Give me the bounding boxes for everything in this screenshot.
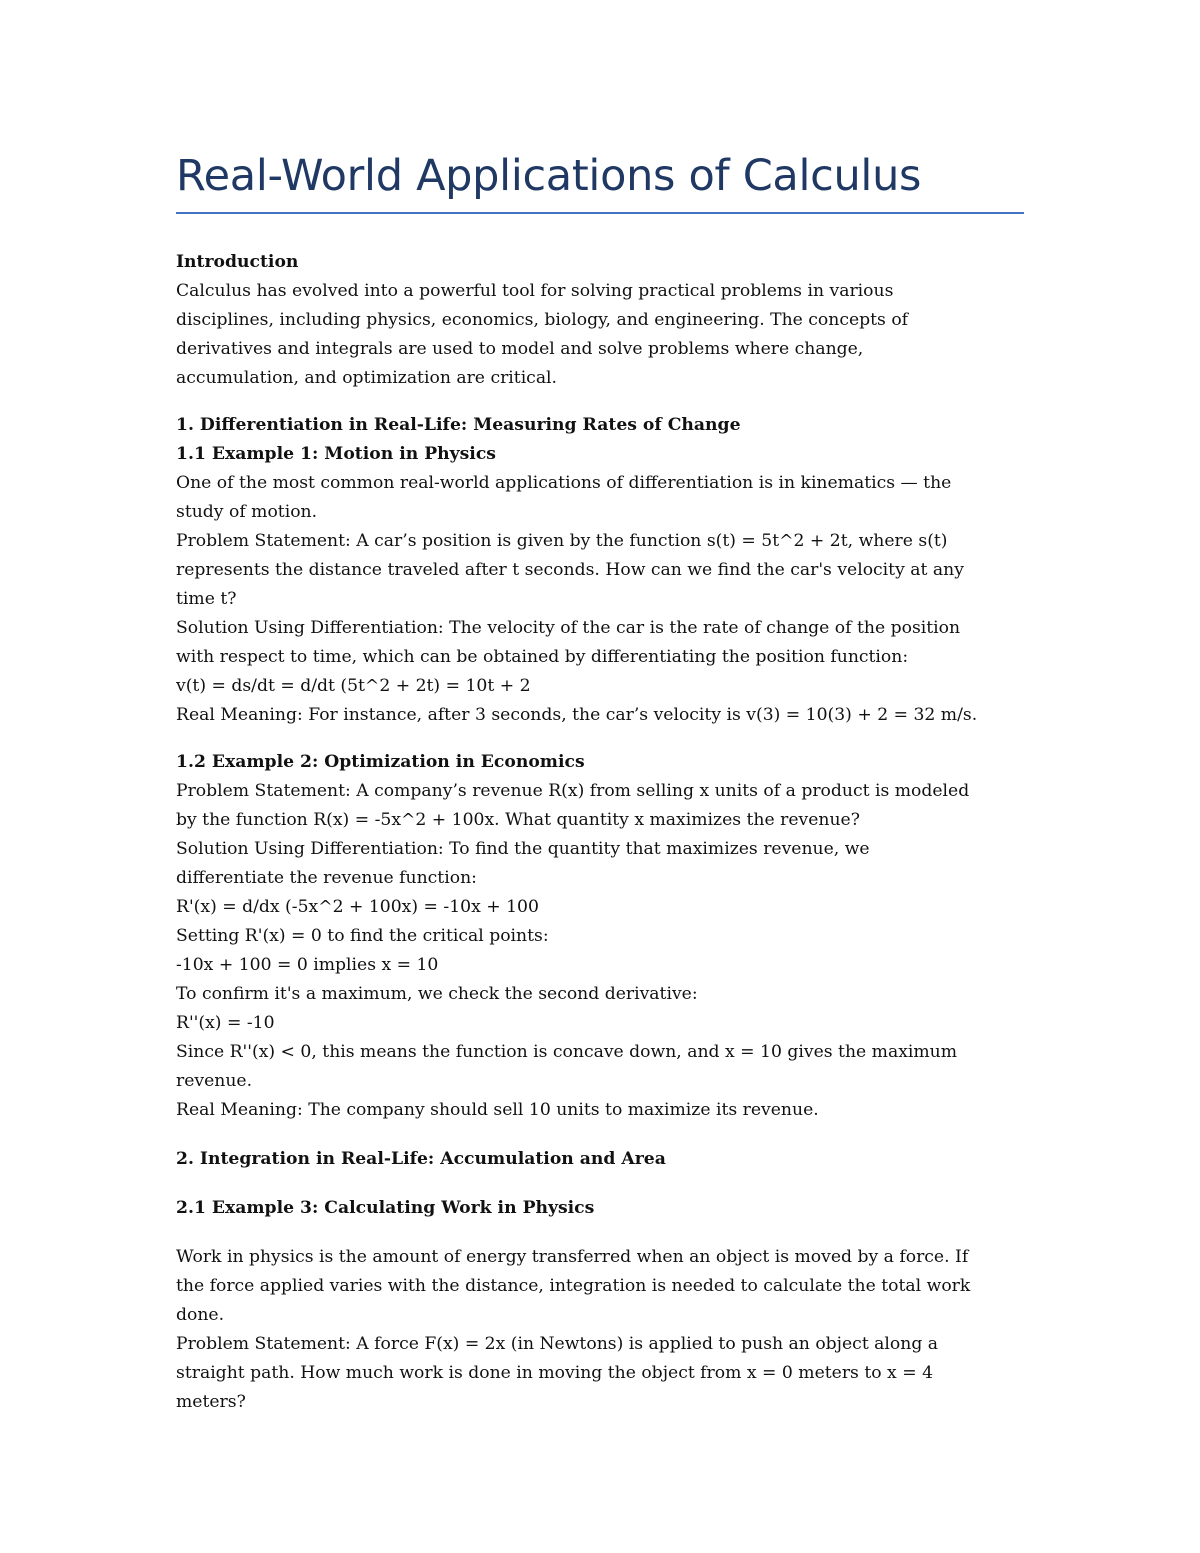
example-1-line: with respect to time, which can be obtained by differentiating the position function:: [176, 647, 909, 667]
intro-line: accumulation, and optimization are critical.: [176, 368, 558, 388]
intro-line: disciplines, including physics, economics, biology, and engineering. The concepts of: [176, 310, 909, 330]
example-2-line: To confirm it's a maximum, we check the second derivative:: [176, 984, 698, 1004]
example-3-line: Problem Statement: A force F(x) = 2x (in Newtons) is applied to push an object along a: [176, 1334, 939, 1354]
example-3-line: the force applied varies with the distance, integration is needed to calculate the total work: [176, 1276, 971, 1296]
example-3-line: meters?: [176, 1392, 246, 1412]
example-2-line: Solution Using Differentiation: To find the quantity that maximizes revenue, we: [176, 839, 870, 859]
example-3-line: straight path. How much work is done in moving the object from x = 0 meters to x = 4: [176, 1363, 934, 1383]
example-2-line: R''(x) = -10: [176, 1013, 275, 1033]
example-2-line: revenue.: [176, 1071, 253, 1091]
example-2-line: R'(x) = d/dx (-5x^2 + 100x) = -10x + 100: [176, 897, 539, 917]
example-3-line: done.: [176, 1305, 225, 1325]
document-page: [176, 148, 1024, 1417]
title-underline: [176, 212, 1024, 214]
example-3-line: Work in physics is the amount of energy transferred when an object is moved by a force. If: [176, 1247, 969, 1267]
section-2-heading: 2. Integration in Real-Life: Accumulation and Area: [176, 1149, 666, 1169]
spacer: [176, 1174, 1024, 1194]
example-1-heading: 1.1 Example 1: Motion in Physics: [176, 444, 496, 464]
spacer: [176, 1223, 1024, 1243]
example-1-line: time t?: [176, 589, 237, 609]
intro-heading: Introduction: [176, 252, 299, 272]
example-2-line: Setting R'(x) = 0 to find the critical points:: [176, 926, 549, 946]
example-3-heading: 2.1 Example 3: Calculating Work in Physics: [176, 1198, 595, 1218]
example-2-heading: 1.2 Example 2: Optimization in Economics: [176, 752, 585, 772]
example-1-line: One of the most common real-world applications of differentiation is in kinematics — the: [176, 473, 952, 493]
spacer: [176, 1125, 1024, 1145]
example-1-line: Problem Statement: A car’s position is given by the function s(t) = 5t^2 + 2t, where s(t): [176, 531, 948, 551]
example-2-line: differentiate the revenue function:: [176, 868, 477, 888]
section-1-heading: 1. Differentiation in Real-Life: Measuring Rates of Change: [176, 415, 741, 435]
intro-line: derivatives and integrals are used to model and solve problems where change,: [176, 339, 864, 359]
example-2-line: Real Meaning: The company should sell 10 units to maximize its revenue.: [176, 1100, 819, 1120]
example-1-line: represents the distance traveled after t seconds. How can we find the car's velocity at any: [176, 560, 964, 580]
example-1-line: Real Meaning: For instance, after 3 seconds, the car’s velocity is v(3) = 10(3) + 2 = 32 m/s.: [176, 705, 978, 725]
example-2-line: Since R''(x) < 0, this means the function is concave down, and x = 10 gives the maximum: [176, 1042, 958, 1062]
example-1-line: Solution Using Differentiation: The velocity of the car is the rate of change of the position: [176, 618, 961, 638]
spacer: [176, 730, 1024, 748]
example-2-line: -10x + 100 = 0 implies x = 10: [176, 955, 439, 975]
intro-line: Calculus has evolved into a powerful tool for solving practical problems in various: [176, 281, 894, 301]
example-2-line: by the function R(x) = -5x^2 + 100x. What quantity x maximizes the revenue?: [176, 810, 860, 830]
spacer: [176, 393, 1024, 411]
example-2-line: Problem Statement: A company’s revenue R(x) from selling x units of a product is modeled: [176, 781, 970, 801]
example-1-line: v(t) = ds/dt = d/dt (5t^2 + 2t) = 10t + 2: [176, 676, 531, 696]
document-title: Real-World Applications of Calculus: [176, 151, 922, 201]
example-1-line: study of motion.: [176, 502, 318, 522]
